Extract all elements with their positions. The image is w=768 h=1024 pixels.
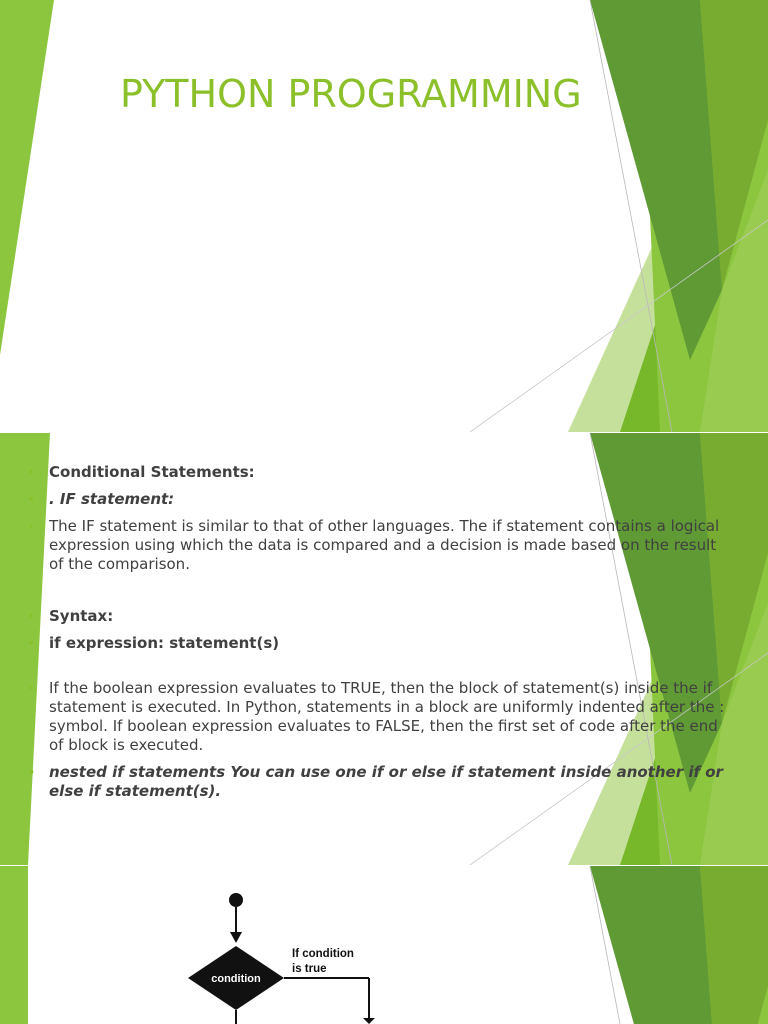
bullet-text: . IF statement: <box>49 490 175 508</box>
flowchart-slide <box>0 866 768 1024</box>
bullet-dot: • <box>28 610 36 623</box>
bullet-dot: • <box>28 520 35 533</box>
bullet-text: if expression: statement(s) <box>49 634 280 652</box>
green-triangle-decoration <box>0 0 768 432</box>
bullet-dot: • <box>28 637 36 650</box>
bullet-conditional-statements <box>28 463 728 482</box>
content-slide <box>0 433 768 865</box>
bullet-dot: • <box>28 766 36 779</box>
bullet-text: Conditional Statements: <box>49 463 255 481</box>
bullet-dot: • <box>28 466 36 479</box>
bullet-if-description <box>28 517 728 574</box>
bullet-text: Syntax: <box>49 607 114 625</box>
left-accent-triangle <box>0 0 54 355</box>
bullet-text: nested if statements You can use one if or else if statement inside another if or else if statement(s). <box>49 763 723 800</box>
bullet-text: If the boolean expression evaluates to TRUE, then the block of statement(s) inside the if statement is executed. In Python, statements in a block are uniformly indented after the : symbol. If boolean expression evaluates to FALSE, then the first set of code after the end of block is executed. <box>49 679 725 754</box>
bullet-list <box>28 463 728 801</box>
bullet-dot: • <box>28 493 36 506</box>
bullet-boolean-explanation <box>28 679 728 755</box>
start-arrow-head <box>230 932 242 943</box>
bullet-syntax-code <box>28 634 728 653</box>
title-slide <box>0 0 768 432</box>
bullet-nested-if <box>28 763 728 801</box>
bullet-text: The IF statement is similar to that of other languages. The if statement contains a logical expression using which the data is compared and a decision is made based on the result of the comparison. <box>49 517 720 573</box>
bullet-if-statement-heading <box>28 490 728 509</box>
if-flowchart <box>0 866 768 1024</box>
true-branch-arrow-head <box>363 1018 375 1024</box>
branch-label-line1: If condition <box>292 948 354 960</box>
branch-label-line2: is true <box>292 963 327 975</box>
slide-title: PYTHON PROGRAMMING <box>120 72 582 116</box>
bullet-dot: • <box>28 682 35 695</box>
bullet-syntax <box>28 607 728 626</box>
condition-label: condition <box>211 973 261 985</box>
start-node <box>229 893 243 907</box>
